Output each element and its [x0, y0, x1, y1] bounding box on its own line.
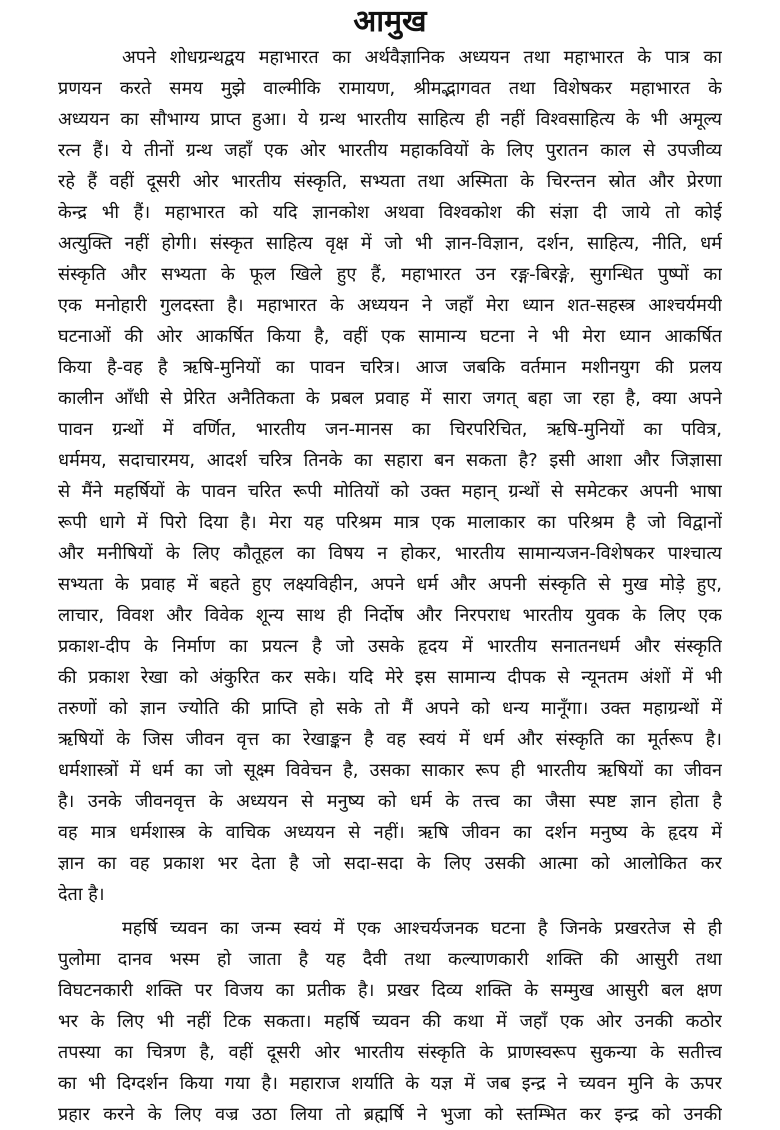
paragraph-1-line-23: ऋषियों के जिस जीवन वृत्त का रेखाङ्कन है वह स्वयं में धर्म और संस्कृति का मूर्तरूप है। — [58, 729, 722, 750]
paragraph-1-line-4: रत्न हैं। ये तीनों ग्रन्थ जहाँ एक ओर भारतीय महाकवियों के लिए पुरातन काल से उपजीव्य — [58, 140, 722, 161]
paragraph-1-line-22: तरुणों को ज्ञान ज्योति की प्राप्ति हो सके तो मैं अपने को धन्य मानूँगा। उक्त महाग्रन्थों में — [58, 698, 722, 719]
paragraph-2-line-1: महर्षि च्यवन का जन्म स्वयं में एक आश्चर्यजनक घटना है जिनके प्रखरतेज से ही — [122, 918, 722, 939]
paragraph-1-line-21: की प्रकाश रेखा को अंकुरित कर सके। यदि मेरे इस सामान्य दीपक से न्यूनतम अंशों में भी — [58, 667, 722, 688]
paragraph-1-line-18: सभ्यता के प्रवाह में बहते हुए लक्ष्यविहीन, अपने धर्म और अपनी संस्कृति से मुख मोड़े हुए, — [58, 574, 722, 595]
paragraph-1-line-13: पावन ग्रन्थों में वर्णित, भारतीय जन-मानस का चिरपरिचित, ऋषि-मुनियों का पवित्र, — [58, 419, 722, 440]
paragraph-1-line-17: और मनीषियों के लिए कौतूहल का विषय न होकर, भारतीय सामान्यजन-विशेषकर पाश्चात्य — [58, 543, 722, 564]
paragraph-2-line-3: विघटनकारी शक्ति पर विजय का प्रतीक है। प्रखर दिव्य शक्ति के सम्मुख आसुरी बल क्षण — [58, 980, 722, 1001]
paragraph-1-line-5: रहे हैं वहीं दूसरी ओर भारतीय संस्कृति, सभ्यता तथा अस्मिता के चिरन्तन स्रोत और प्रेरणा — [58, 171, 722, 192]
paragraph-1-line-1: अपने शोधग्रन्थद्वय महाभारत का अर्थवैज्ञानिक अध्ययन तथा महाभारत के पात्र का — [122, 47, 722, 68]
paragraph-1-line-24: धर्मशास्त्रों में धर्म का जो सूक्ष्म विवेचन है, उसका साकार रूप ही भारतीय ऋषियों का जीवन — [58, 760, 722, 781]
paragraph-2-line-7: प्रहार करने के लिए वज्र उठा लिया तो ब्रह्मर्षि ने भुजा को स्तम्भित कर इन्द्र को उनकी — [58, 1104, 722, 1125]
paragraph-1-line-27: ज्ञान का वह प्रकाश भर देता है जो सदा-सदा के लिए उसकी आत्मा को आलोकित कर — [58, 853, 722, 874]
paragraph-1-line-8: संस्कृति और सभ्यता के फूल खिले हुए हैं, महाभारत उन रङ्ग-बिरङ्गे, सुगन्धित पुष्पों का — [58, 264, 722, 285]
paragraph-1-line-11: किया है-वह है ऋषि-मुनियों का पावन चरित्र। आज जबकि वर्तमान मशीनयुग की प्रलय — [58, 357, 722, 378]
paragraph-1-line-2: प्रणयन करते समय मुझे वाल्मीकि रामायण, श्रीमद्भागवत तथा विशेषकर महाभारत के — [58, 78, 722, 99]
paragraph-1-line-19: लाचार, विवश और विवेक शून्य साथ ही निर्दोष और निरपराध भारतीय युवक के लिए एक — [58, 605, 722, 626]
paragraph-1-line-28: देता है। — [58, 884, 105, 905]
paragraph-1-line-12: कालीन आँधी से प्रेरित अनैतिकता के प्रबल प्रवाह में सारा जगत् बहा जा रहा है, क्या अपने — [58, 388, 722, 409]
paragraph-1-line-14: धर्ममय, सदाचारमय, आदर्श चरित्र तिनके का सहारा बन सकता है? इसी आशा और जिज्ञासा — [58, 450, 722, 471]
paragraph-1-line-9: एक मनोहारी गुलदस्ता है। महाभारत के अध्ययन ने जहाँ मेरा ध्यान शत-सहस्त्र आश्चर्यमयी — [58, 295, 722, 316]
page-title: आमुख — [353, 4, 427, 39]
paragraph-2-line-6: का भी दिग्दर्शन किया गया है। महाराज शर्याति के यज्ञ में जब इन्द्र ने च्यवन मुनि के ऊपर — [58, 1073, 722, 1094]
paragraph-2-line-5: तपस्या का चित्रण है, वहीं दूसरी ओर भारतीय संस्कृति के प्राणस्वरूप सुकन्या के सतीत्त्व — [58, 1042, 722, 1063]
paragraph-1-line-6: केन्द्र भी हैं। महाभारत को यदि ज्ञानकोश अथवा विश्वकोश की संज्ञा दी जाये तो कोई — [58, 202, 722, 223]
paragraph-2-line-4: भर के लिए भी नहीं टिक सकता। महर्षि च्यवन की कथा में जहाँ एक ओर उनकी कठोर — [58, 1011, 722, 1032]
paragraph-1-line-20: प्रकाश-दीप के निर्माण का प्रयत्न है जो उसके हृदय में भारतीय सनातनधर्म और संस्कृति — [58, 636, 722, 657]
paragraph-2-line-2: पुलोमा दानव भस्म हो जाता है यह दैवी तथा कल्याणकारी शक्ति की आसुरी तथा — [58, 949, 722, 970]
paragraph-1-line-7: अत्युक्ति नहीं होगी। संस्कृत साहित्य वृक्ष में जो भी ज्ञान-विज्ञान, दर्शन, साहित्य, नीति, धर्म — [58, 233, 722, 254]
paragraph-1-line-10: घटनाओं की ओर आकर्षित किया है, वहीं एक सामान्य घटना ने भी मेरा ध्यान आकर्षित — [58, 326, 722, 347]
paragraph-1-line-15: से मैंने महर्षियों के पावन चरित रूपी मोतियों को उक्त महान् ग्रन्थों से समेटकर अपनी भाषा — [58, 481, 722, 502]
paragraph-1-line-16: रूपी धागे में पिरो दिया है। मेरा यह परिश्रम मात्र एक मालाकार का परिश्रम है जो विद्वानों — [58, 512, 722, 533]
paragraph-1-line-3: अध्ययन का सौभाग्य प्राप्त हुआ। ये ग्रन्थ भारतीय साहित्य ही नहीं विश्वसाहित्य के भी अमूल्य — [58, 109, 722, 130]
paragraph-1-line-26: वह मात्र धर्मशास्त्र के वाचिक अध्ययन से नहीं। ऋषि जीवन का दर्शन मनुष्य के हृदय में — [58, 822, 722, 843]
paragraph-1-line-25: है। उनके जीवनवृत्त के अध्ययन से मनुष्य को धर्म के तत्त्व का जैसा स्पष्ट ज्ञान होता है — [58, 791, 722, 812]
